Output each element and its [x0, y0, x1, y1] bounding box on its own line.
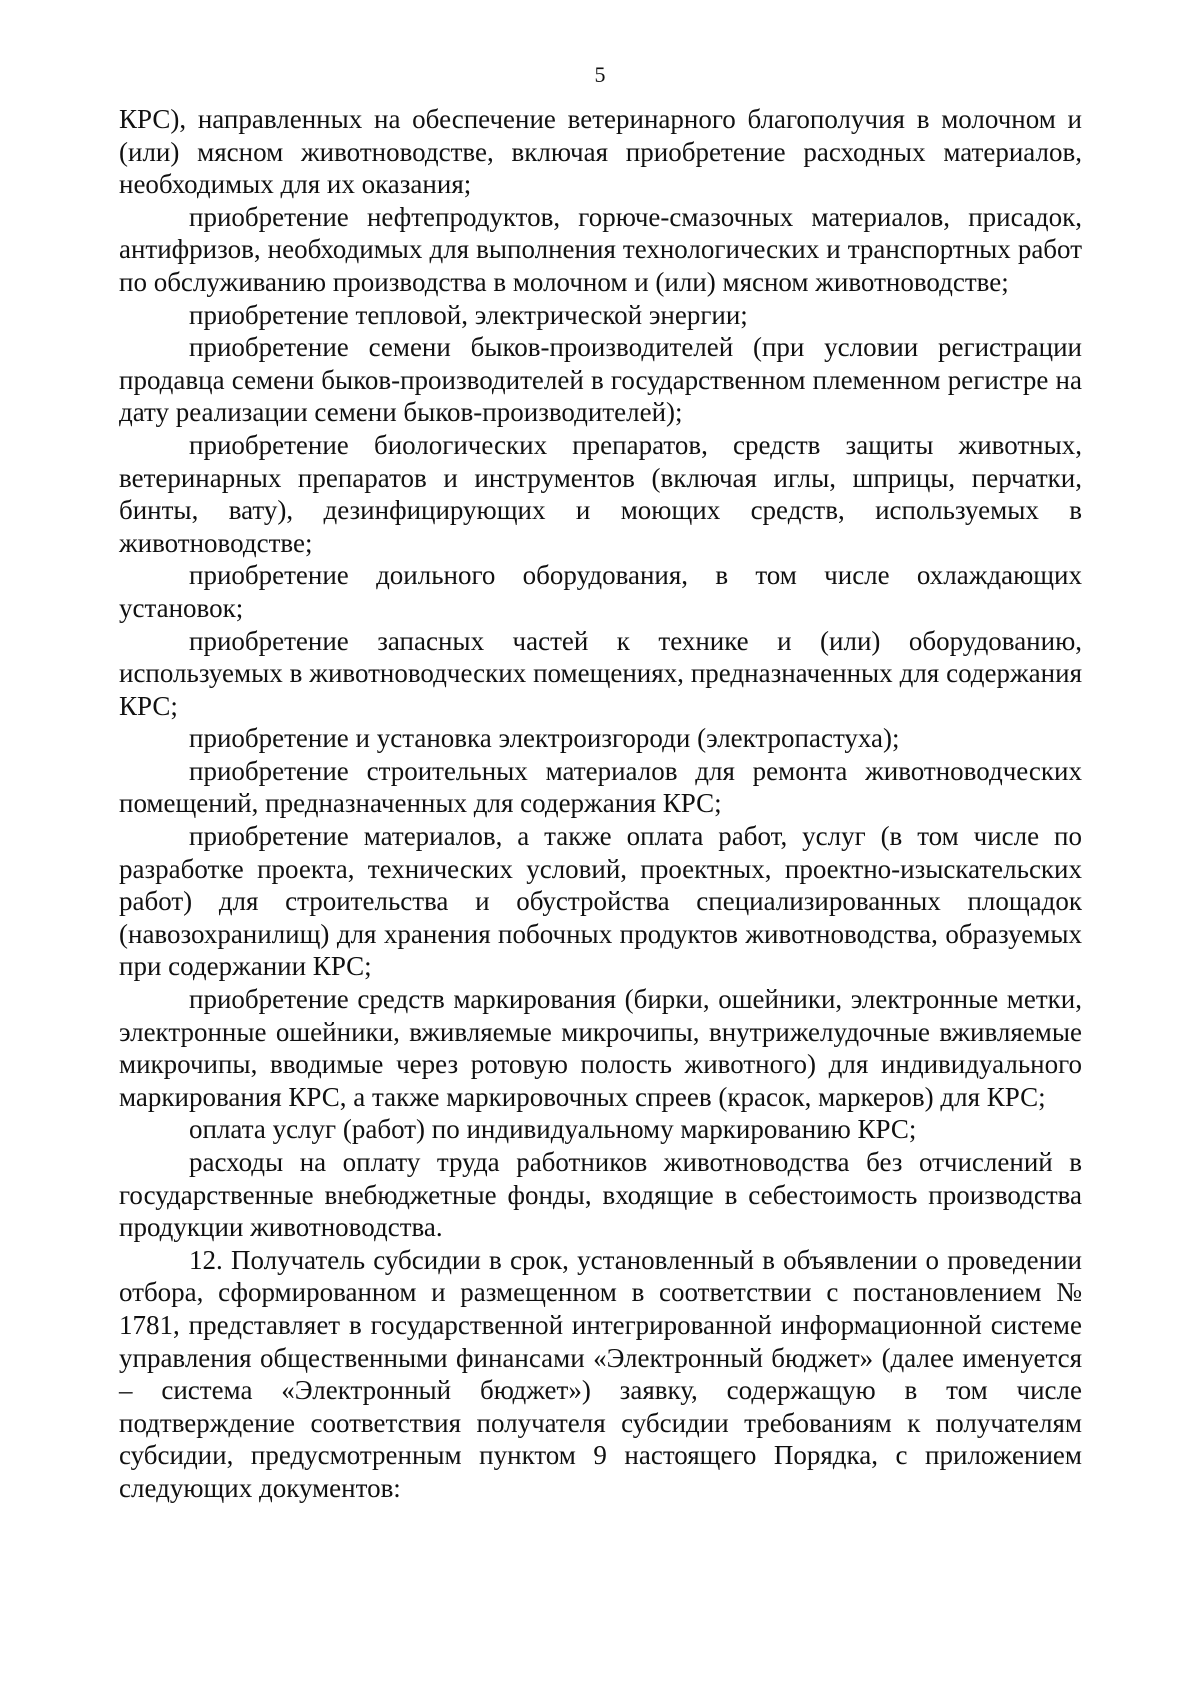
list-item-petroleum-products: приобретение нефтепродуктов, горюче-смазочных материалов, присадок, антифризов, необходимых для выполнения технологических и транспортных работ по обслуживанию производства в молочном и (или) мясном животноводстве; — [119, 201, 1082, 297]
list-item-milking-equipment: приобретение доильного оборудования, в том числе охлаждающих установок; — [119, 560, 1082, 623]
list-item-labor-costs: расходы на оплату труда работников животноводства без отчислений в государственные внебюджетные фонды, входящие в себестоимость производства продукции животноводства. — [119, 1147, 1082, 1243]
list-item-electric-fence: приобретение и установка электроизгороди (электропастуха); — [189, 723, 900, 754]
list-item-marking-means: приобретение средств маркирования (бирки, ошейники, электронные метки, электронные ошейники, вживляемые микрочипы, внутрижелудочные вживляемые микрочипы, вводимые через ротовую полость животного) для индивидуального маркирования КРС, а также маркировочных спреев (красок, маркеров) для КРС; — [119, 984, 1082, 1112]
list-item-energy: приобретение тепловой, электрической энергии; — [189, 299, 748, 330]
list-item-building-materials: приобретение строительных материалов для ремонта животноводческих помещений, предназначенных для содержания КРС; — [119, 755, 1082, 819]
list-item-spare-parts: приобретение запасных частей к технике и (или) оборудованию, используемых в животноводческих помещениях, предназначенных для содержания КРС; — [119, 625, 1082, 721]
list-item-biological-preparations: приобретение биологических препаратов, средств защиты животных, ветеринарных препаратов и инструментов (включая иглы, шприцы, перчатки, бинты, вату), дезинфицирующих и моющих средств, используемых в животноводстве; — [119, 429, 1082, 558]
paragraph-continuation: КРС), направленных на обеспечение ветеринарного благополучия в молочном и (или) мясном животноводстве, включая приобретение расходных материалов, необходимых для их оказания; — [119, 104, 1082, 200]
clause-12: 12. Получатель субсидии в срок, установленный в объявлении о проведении отбора, сформированном и размещенном в соответствии с постановлением № 1781, представляет в государственной интегрированной информационной системе управления общественными финансами «Электронный бюджет» (далее именуется – система «Электронный бюджет») заявку, содержащую в том числе подтверждение соответствия получателя субсидии требованиям к получателям субсидии, предусмотренным пунктом 9 настоящего Порядка, с приложением следующих документов: — [119, 1244, 1082, 1503]
list-item-manure-storage: приобретение материалов, а также оплата работ, услуг (в том числе по разработке проекта, технических условий, проектных, проектно-изыскательских работ) для строительства и обустройства специализированных площадок (навозохранилищ) для хранения побочных продуктов животноводства, образуемых при содержании КРС; — [119, 821, 1082, 982]
list-item-bull-semen: приобретение семени быков-производителей (при условии регистрации продавца семени быков-производителей в государственном племенном регистре на дату реализации семени быков-производителей); — [119, 332, 1082, 428]
list-item-marking-services: оплата услуг (работ) по индивидуальному маркированию КРС; — [189, 1114, 917, 1145]
page-number: 5 — [594, 62, 606, 87]
document-body — [119, 103, 1082, 1505]
